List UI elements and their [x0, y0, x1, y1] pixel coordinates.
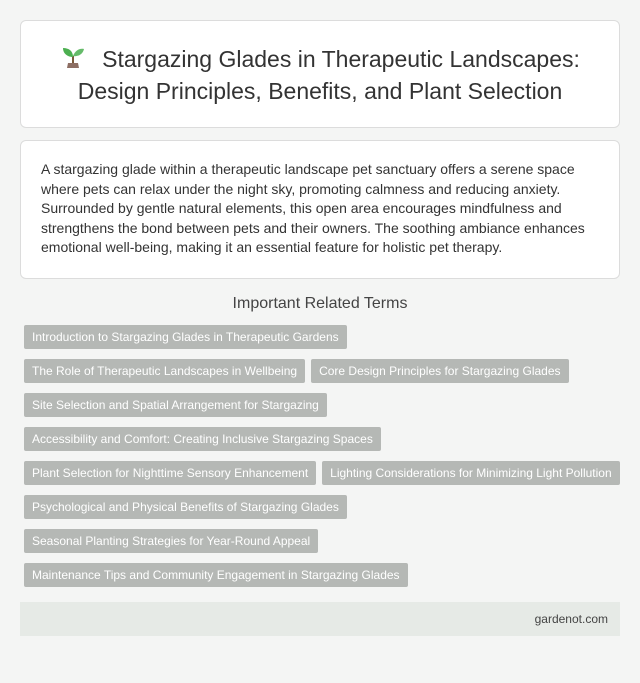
term-tag[interactable]: Seasonal Planting Strategies for Year-Round Appeal	[24, 529, 318, 553]
term-tag[interactable]: Plant Selection for Nighttime Sensory Enhancement	[24, 461, 316, 485]
terms-list	[20, 325, 620, 587]
page-title-text: Stargazing Glades in Therapeutic Landscapes: Design Principles, Benefits, and Plant Selection	[77, 46, 580, 104]
sprout-icon	[60, 44, 86, 70]
term-tag[interactable]: Maintenance Tips and Community Engagement in Stargazing Glades	[24, 563, 408, 587]
intro-card	[20, 140, 620, 279]
page-title	[41, 43, 599, 107]
terms-heading: Important Related Terms	[232, 294, 408, 312]
term-tag[interactable]: Accessibility and Comfort: Creating Inclusive Stargazing Spaces	[24, 427, 381, 451]
term-tag[interactable]: Site Selection and Spatial Arrangement for Stargazing	[24, 393, 327, 417]
title-card	[20, 20, 620, 128]
term-tag[interactable]: Introduction to Stargazing Glades in Therapeutic Gardens	[24, 325, 347, 349]
footer	[20, 602, 620, 636]
term-tag[interactable]: Core Design Principles for Stargazing Glades	[311, 359, 568, 383]
term-tag[interactable]: Psychological and Physical Benefits of Stargazing Glades	[24, 495, 347, 519]
term-tag[interactable]: Lighting Considerations for Minimizing Light Pollution	[322, 461, 619, 485]
footer-site-link[interactable]: gardenot.com	[534, 611, 608, 626]
term-tag[interactable]: The Role of Therapeutic Landscapes in Wellbeing	[24, 359, 305, 383]
intro-paragraph: A stargazing glade within a therapeutic landscape pet sanctuary offers a serene space where pets can relax under the night sky, promoting calmness and reducing anxiety. Surrounded by gentle natural elements, this open area encourages mindfulness and strengthens the bond between pets and their owners. The soothing ambiance enhances emotional well-being, making it an essential feature for holistic pet therapy.	[41, 161, 585, 255]
